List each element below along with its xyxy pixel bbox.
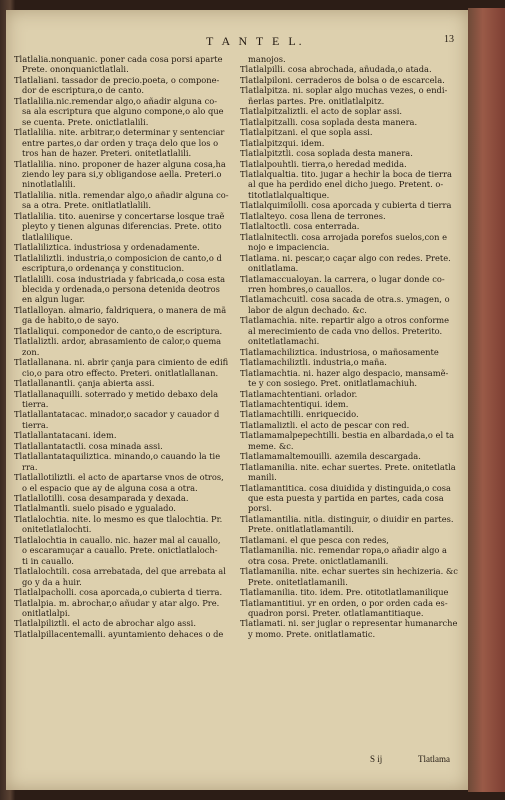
entry-line: Tlatlalilia. nitla. remendar algo,o añadir alguna co- xyxy=(14,189,229,200)
entry-line: Tlatlamachtentiqui. idem. xyxy=(240,398,349,409)
entry-line: se cuenta. Prete. onictlatlalili. xyxy=(22,116,149,127)
entry-line: Tlatlamanilia. nite. echar suertes. Prete. onitetlatla xyxy=(240,461,456,472)
entry-line: labor de algun dechado. &c. xyxy=(248,304,367,315)
entry-line: Tlatlalnitectli. cosa arrojada porefos suelos,con e xyxy=(240,231,448,242)
entry-line: Tlatlalquimilolli. cosa aporcada y cubierta d tierra xyxy=(240,200,452,211)
entry-line: titotlatlalqualtique. xyxy=(248,189,330,200)
entry-line: Tlatlalilia. tito. auenirse y concertarse losque traẽ xyxy=(14,210,225,221)
entry-line: go y da a huir. xyxy=(22,576,82,587)
book-page-edge xyxy=(468,8,505,792)
entry-line: Tlatlalia.nonquanic. poner cada cosa porsi aparte xyxy=(14,54,223,64)
entry-line: Tlatlallantataquiliztica. minando,o cauando la tie xyxy=(14,451,221,462)
entry-line: Tlatlalpia. m. abrochar,o añudar y atar algo. Pre. xyxy=(14,597,220,608)
entry-line: cio,o para otro effecto. Preteri. onitlatlallanan. xyxy=(22,367,219,378)
entry-line: onitlatlalpi. xyxy=(22,608,71,619)
entry-line: Tlatlaliliztli. industria,o composicion de canto,o d xyxy=(14,252,222,263)
entry-line: Tlatlalpilli. cosa abrochada, añudada,o atada. xyxy=(240,64,432,75)
entry-line: Tlatlamantitiui. yr en orden, o por orden cada es- xyxy=(240,597,448,608)
entry-line: Tlatlalpitzaliztli. el acto de soplar assi. xyxy=(240,106,403,117)
catchword: Tlatlama xyxy=(418,754,450,764)
entry-line: Tlatlalpouhtli. tierra,o heredad medida. xyxy=(240,158,407,169)
entry-line: meme. &c. xyxy=(248,440,294,451)
entry-line: Tlatlalochtia. nite. lo mesmo es que tlalochtia. Pr. xyxy=(14,513,223,524)
running-title: T A N T E L. xyxy=(206,34,305,48)
page-number: 13 xyxy=(444,34,454,45)
signature-mark: S ij xyxy=(370,754,383,764)
entry-line: manili. xyxy=(248,472,277,483)
entry-line: tierra. xyxy=(22,398,49,409)
entry-line: sa a otra. Prete. onitlatlatlalili. xyxy=(22,200,151,211)
entry-line: en algun lugar. xyxy=(22,294,86,305)
entry-line: o escaramuçar a cauallo. Prete. onictlatlaloch- xyxy=(22,545,218,556)
entry-line: Tlatlallantatacani. idem. xyxy=(14,430,117,441)
entry-line: Tlatlallanaquilli. soterrado y metido debaxo dela xyxy=(14,388,219,399)
entry-line: Tlatlalteyo. cosa llena de terrones. xyxy=(240,210,386,221)
entry-line: tros han de hazer. Preteri. onitetlatlalili. xyxy=(22,148,192,159)
entry-line: Tlatlaliliztica. industriosa y ordenadamente. xyxy=(14,242,200,253)
entry-line: Tlatlalpillacentemalli. ayuntamiento dehaces o de xyxy=(14,628,224,639)
entry-line: manojos. xyxy=(248,54,286,64)
entry-line: Prete. onitetlatlamanili. xyxy=(248,576,348,587)
entry-line: pleyto y tienen algunas diferencias. Prete. otito xyxy=(22,221,222,232)
entry-line: Tlatlalochtia in cauallo. nic. hazer mal al cauallo, xyxy=(14,534,221,545)
entry-line: ti in cauallo. xyxy=(22,555,74,566)
entry-line: Tlatlamantilia. nitla. distinguir, o diuidir en partes. xyxy=(240,513,454,524)
entry-line: Tlatlamati. ni. ser juglar o representar humanarche xyxy=(240,618,458,629)
entry-line: Tlatlalpitza. ni. soplar algo muchas vezes, o endi- xyxy=(240,85,448,96)
entry-line: Tlatlallanana. ni. abrir çanja para cimiento de edifi xyxy=(14,357,229,368)
book-page xyxy=(6,10,468,790)
entry-line: Tlatlalilli. cosa industriada y fabricada,o cosa esta xyxy=(14,273,226,284)
entry-line: Tlatlamamaltemouilli. azemila descargada. xyxy=(240,451,421,462)
entry-line: Tlatlamachtentiani. orlador. xyxy=(240,388,358,399)
entry-line: quadron porsi. Preter. otlatlamantitiaque. xyxy=(248,608,424,619)
entry-line: Tlatlallanantli. çanja abierta assi. xyxy=(14,378,155,389)
entry-line: ñerlas partes. Pre. onitlatlalpitz. xyxy=(248,95,385,106)
entry-line: Tlatlaliqui. componedor de canto,o de escriptura. xyxy=(14,325,223,336)
entry-line: Tlatlalilia.nic.remendar algo,o añadir alguna co- xyxy=(14,95,218,106)
entry-line: rren hombres,o cauallos. xyxy=(248,283,353,294)
entry-line: entre partes,o dar orden y traça delo que los o xyxy=(22,137,219,148)
entry-line: Tlatlallotiliztli. el acto de apartarse vnos de otros, xyxy=(14,472,224,483)
entry-line: tierra. xyxy=(22,419,49,430)
entry-line: Tlatlamantitica. cosa diuidida y distinguida,o cosa xyxy=(240,482,451,493)
entry-line: Prete. ononquanictlatlali. xyxy=(22,64,129,75)
entry-line: al que ha perdido enel dicho juego. Pretent. o- xyxy=(248,179,444,190)
entry-line: porsi. xyxy=(248,503,272,514)
entry-line: escriptura,o ordenança y constitucion. xyxy=(22,263,185,274)
entry-line: Tlatlamachcuitl. cosa sacada de otra.s. ymagen, o xyxy=(240,294,450,305)
entry-line: Tlatlaliztli. ardor, abrasamiento de calor,o quema xyxy=(14,336,222,347)
entry-line: zon. xyxy=(22,346,40,357)
entry-line: Tlatlalochtili. cosa arrebatada, del que arrebata al xyxy=(14,566,226,577)
entry-line: onitlatlama. xyxy=(248,263,299,274)
entry-line: ninotlatlalili. xyxy=(22,179,76,190)
entry-line: Tlatlalpiliztli. el acto de abrochar algo assi. xyxy=(14,618,196,629)
entry-line: Tlatlalpitzalli. cosa soplada desta manera. xyxy=(240,116,418,127)
entry-line: onitetlatlalochti. xyxy=(22,524,92,535)
entry-line: Tlatlallantatactli. cosa minada assi. xyxy=(14,440,163,451)
entry-line: Tlatlallotilli. cosa desamparada y dexada. xyxy=(14,493,189,504)
right-column xyxy=(240,54,460,639)
running-header xyxy=(6,34,468,50)
entry-line: Tlatlalmantli. suelo pisado e ygualado. xyxy=(14,503,176,514)
entry-line: Tlatlamaliztli. el acto de pescar con red. xyxy=(240,419,410,430)
entry-line: y momo. Prete. onitlatlamatic. xyxy=(248,628,376,639)
entry-line: Tlatlamachtilli. enriquecido. xyxy=(240,409,359,420)
entry-line: Tlatlama. ni. pescar,o caçar algo con redes. Prete. xyxy=(240,252,451,263)
entry-line: Tlatlallantatacac. minador,o sacador y cauador d xyxy=(14,409,220,420)
entry-line: otra cosa. Prete. onictlatlamanili. xyxy=(248,555,389,566)
entry-line: Tlatlamachiliztli. industria,o maña. xyxy=(240,357,387,368)
entry-line: Tlatlamachtia. ni. hazer algo despacio, mansamẽ- xyxy=(240,367,449,378)
entry-line: sa ala escriptura que alguno compone,o alo que xyxy=(22,106,224,117)
entry-line: nojo e impaciencia. xyxy=(248,242,330,253)
entry-line: dor de escriptura,o de canto. xyxy=(22,85,144,96)
entry-line: Tlatlaliani. tassador de precio.poeta, o compone- xyxy=(14,74,220,85)
entry-line: Tlatlalpiloni. cerraderos de bolsa o de escarcela. xyxy=(240,74,445,85)
entry-line: te y con sosiego. Pret. onitlatlamachiuh. xyxy=(248,378,418,389)
entry-line: ga de habito,o de sayo. xyxy=(22,315,119,326)
entry-line: ziendo ley para si,y obligandose aella. Preteri.o xyxy=(22,168,222,179)
left-column xyxy=(14,54,234,639)
entry-line: Tlatlamani. el que pesca con redes, xyxy=(240,534,389,545)
entry-line: Tlatlalloyan. almario, faldriquera, o manera de mã xyxy=(14,304,227,315)
page-footer xyxy=(6,754,468,768)
entry-line: Tlatlalilia. nite. arbitrar,o determinar y sentenciar xyxy=(14,127,225,138)
entry-line: tlatlalilique. xyxy=(22,231,73,242)
entry-line: Tlatlamachiliztica. industriosa, o mañosamente xyxy=(240,346,439,357)
entry-line: Tlatlalqualtia. tito. jugar a hechir la boca de tierra xyxy=(240,168,452,179)
entry-line: Tlatlamanilia. nic. remendar ropa,o añadir algo a xyxy=(240,545,447,556)
entry-line: o el espacio que ay de alguna cosa a otra. xyxy=(22,482,198,493)
entry-line: Tlatlalpitzani. el que sopla assi. xyxy=(240,127,373,138)
entry-line: Tlatlamaccualoyan. la carrera, o lugar donde co- xyxy=(240,273,445,284)
entry-line: Tlatlalilia. nino. proponer de hazer alguna cosa,ha xyxy=(14,158,226,169)
entry-line: Tlatlalpitztli. cosa soplada desta manera. xyxy=(240,148,413,159)
entry-line: Tlatlamachia. nite. repartir algo a otros conforme xyxy=(240,315,450,326)
entry-line: que esta puesta y partida en partes, cada cosa xyxy=(248,493,444,504)
entry-line: Tlatlalpitzqui. idem. xyxy=(240,137,325,148)
entry-line: al merecimiento de cada vno dellos. Preterito. xyxy=(248,325,443,336)
entry-line: blecida y ordenada,o persona detenida deotros xyxy=(22,283,220,294)
entry-line: Tlatlamanilia. nite. echar suertes sin hechizeria. &c xyxy=(240,566,458,577)
entry-line: Tlatlamamalpepechtilli. bestia en albardada,o el ta xyxy=(240,430,455,441)
entry-line: Tlatlamanilia. tito. idem. Pre. otitotlatlamanilique xyxy=(240,587,449,598)
entry-line: Tlatlaltoctli. cosa enterrada. xyxy=(240,221,360,232)
entry-line: Prete. onitlatlatlamantili. xyxy=(248,524,354,535)
entry-line: onitetlatlamachi. xyxy=(248,336,320,347)
entry-line: rra. xyxy=(22,461,38,472)
entry-line: Tlatlalpacholli. cosa aporcada,o cubierta d tierra. xyxy=(14,587,223,598)
